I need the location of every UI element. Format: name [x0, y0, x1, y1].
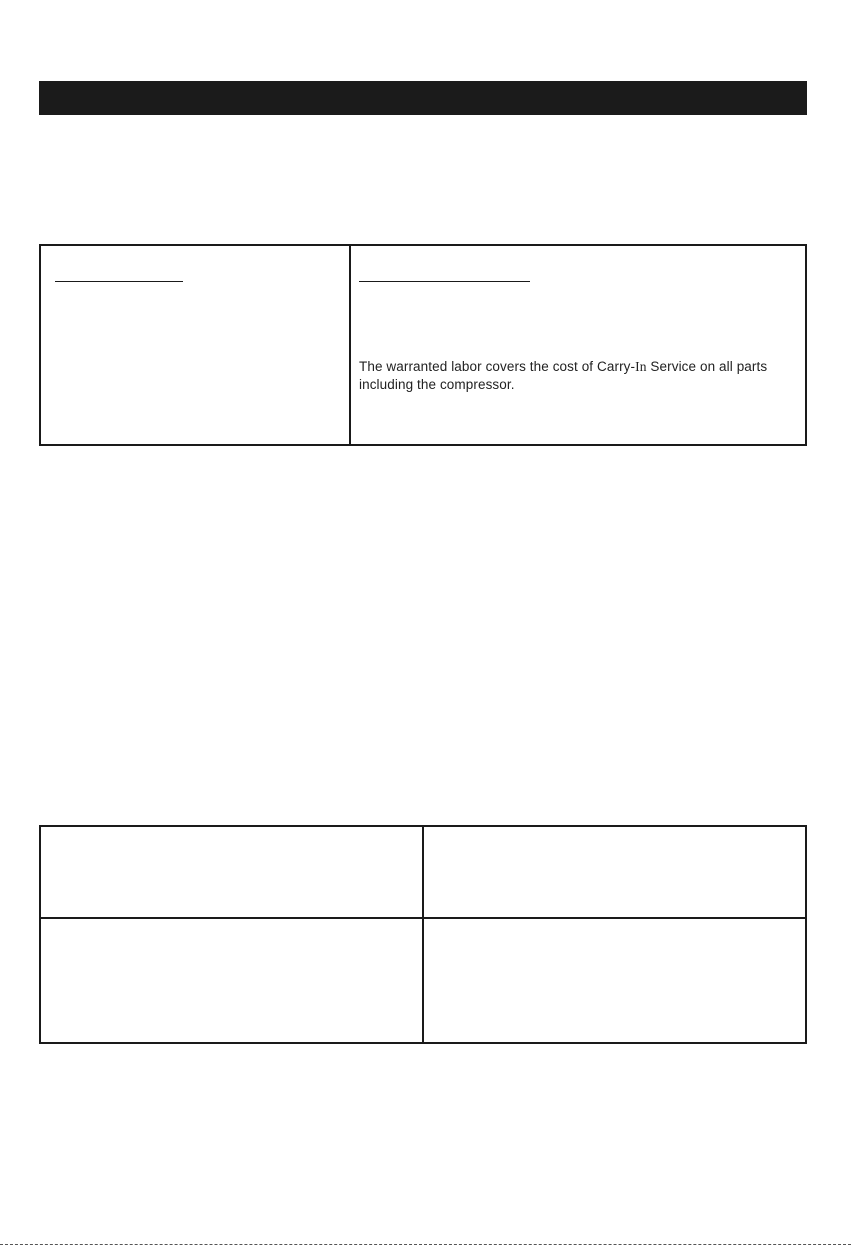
labor-text-start: The warranted labor covers the cost of Carry-: [359, 359, 636, 374]
warranty-coverage-table: [39, 244, 807, 446]
column-divider: [422, 827, 424, 1042]
labor-text-in: In: [635, 359, 647, 374]
page-bottom-edge: [0, 1244, 851, 1245]
row-divider: [41, 917, 805, 919]
section-title-bar: [39, 81, 807, 115]
service-info-table: [39, 825, 807, 1044]
labor-warranty-text: [359, 358, 789, 394]
left-heading-underline: [55, 281, 183, 282]
column-divider: [349, 246, 351, 444]
labor-text-end: Service on all parts including the compressor.: [359, 359, 768, 392]
right-heading-underline: [359, 281, 530, 282]
